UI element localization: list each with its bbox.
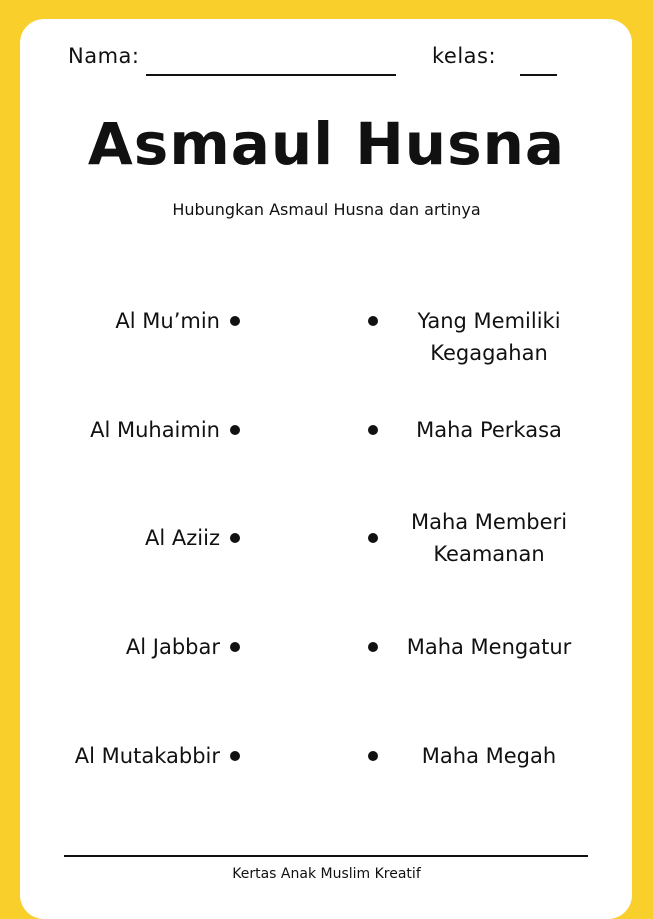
instruction-text: Hubungkan Asmaul Husna dan artinya (172, 200, 481, 219)
right-meaning-line: Maha Perkasa (416, 418, 562, 442)
page-title: Asmaul Husna (87, 110, 566, 178)
left-term: Al Jabbar (125, 635, 220, 659)
class-blank-line (520, 74, 557, 76)
left-connect-dot[interactable] (230, 751, 240, 761)
right-connect-dot[interactable] (368, 533, 378, 543)
left-term: Al Aziiz (145, 526, 220, 550)
footer-text: Kertas Anak Muslim Kreatif (232, 866, 421, 882)
right-meaning (404, 506, 574, 570)
right-connect-dot[interactable] (368, 425, 378, 435)
name-blank-line (146, 74, 396, 76)
left-connect-dot[interactable] (230, 533, 240, 543)
right-meaning (404, 414, 574, 446)
right-meaning (404, 305, 574, 369)
class-label: kelas: (432, 44, 497, 68)
footer-divider (64, 855, 588, 857)
right-connect-dot[interactable] (368, 642, 378, 652)
right-meaning-line: Maha Memberi (410, 510, 568, 534)
left-term: Al Mu’min (115, 309, 220, 333)
right-meaning-line: Maha Mengatur (406, 635, 572, 659)
right-meaning-line: Maha Megah (421, 744, 557, 768)
name-label: Nama: (68, 44, 140, 68)
left-connect-dot[interactable] (230, 316, 240, 326)
right-meaning-line: Yang Memiliki (417, 309, 561, 333)
right-meaning-line: Keamanan (433, 542, 545, 566)
left-term: Al Muhaimin (90, 418, 220, 442)
right-meaning (404, 631, 574, 663)
right-meaning-line: Kegagahan (430, 341, 548, 365)
left-term: Al Mutakabbir (74, 744, 220, 768)
right-connect-dot[interactable] (368, 751, 378, 761)
left-connect-dot[interactable] (230, 425, 240, 435)
right-meaning (404, 740, 574, 772)
right-connect-dot[interactable] (368, 316, 378, 326)
left-connect-dot[interactable] (230, 642, 240, 652)
